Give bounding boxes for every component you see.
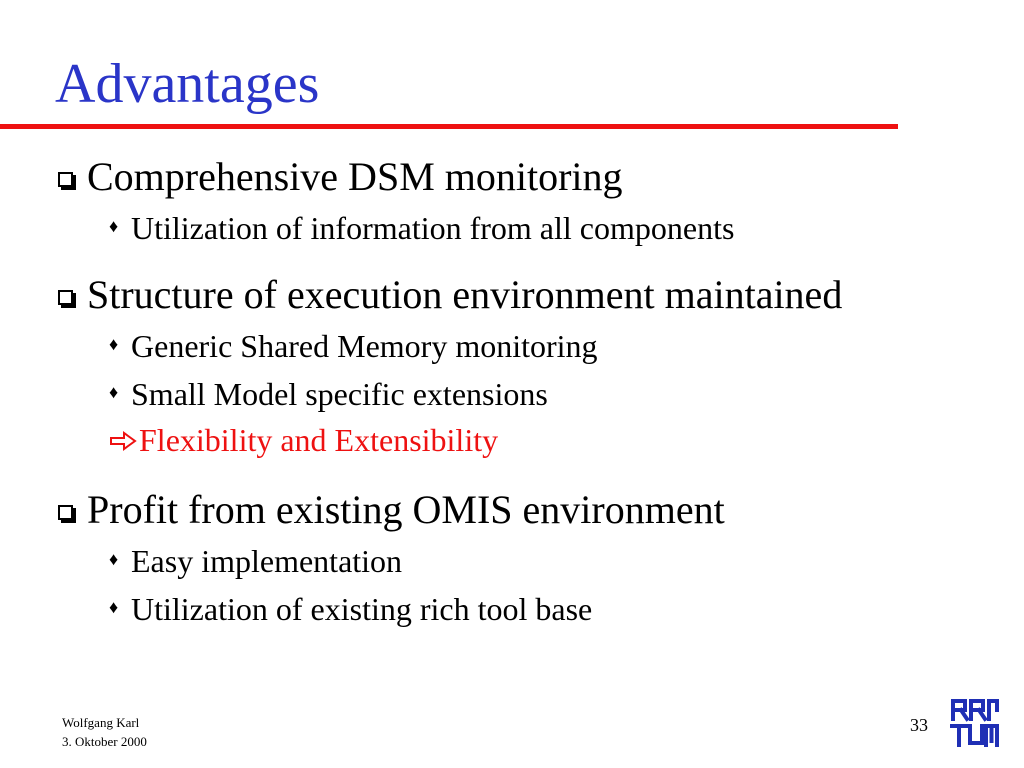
footer-author: Wolfgang Karl <box>62 715 140 730</box>
sub-bullet-text: Utilization of existing rich tool base <box>131 591 593 627</box>
sub-bullet-text: Small Model specific extensions <box>131 376 548 412</box>
diamond-bullet-icon: ♦ <box>109 334 119 354</box>
sub-bullet-text: Utilization of information from all components <box>131 210 735 246</box>
bullet-item <box>58 155 623 199</box>
bullet-item <box>58 488 725 532</box>
implication-item <box>109 422 498 458</box>
diamond-bullet-icon: ♦ <box>109 597 119 617</box>
sub-bullet-item <box>109 208 734 246</box>
bullet-text: Profit from existing OMIS environment <box>87 487 725 532</box>
sub-bullet-item <box>109 541 402 579</box>
slide-footer <box>62 713 147 751</box>
sub-bullet-item <box>109 589 592 627</box>
diamond-bullet-icon: ♦ <box>109 382 119 402</box>
sub-bullet-text: Generic Shared Memory monitoring <box>131 328 598 364</box>
sub-bullet-item <box>109 326 598 364</box>
hollow-right-arrow-icon <box>109 422 139 458</box>
square-bullet-icon <box>58 290 73 305</box>
bullet-text: Structure of execution environment maintained <box>87 272 843 317</box>
implication-text: Flexibility and Extensibility <box>139 422 499 458</box>
title-underline <box>0 124 898 129</box>
diamond-bullet-icon: ♦ <box>109 549 119 569</box>
sub-bullet-item <box>109 374 548 412</box>
page-number: 33 <box>910 715 928 735</box>
diamond-bullet-icon: ♦ <box>109 216 119 236</box>
bullet-text: Comprehensive DSM monitoring <box>87 154 623 199</box>
bullet-item <box>58 273 842 317</box>
sub-bullet-text: Easy implementation <box>131 543 403 579</box>
TUM-logo <box>949 697 1001 749</box>
slide-title: Advantages <box>55 53 320 115</box>
square-bullet-icon <box>58 505 73 520</box>
footer-date: 3. Oktober 2000 <box>62 734 147 749</box>
square-bullet-icon <box>58 172 73 187</box>
